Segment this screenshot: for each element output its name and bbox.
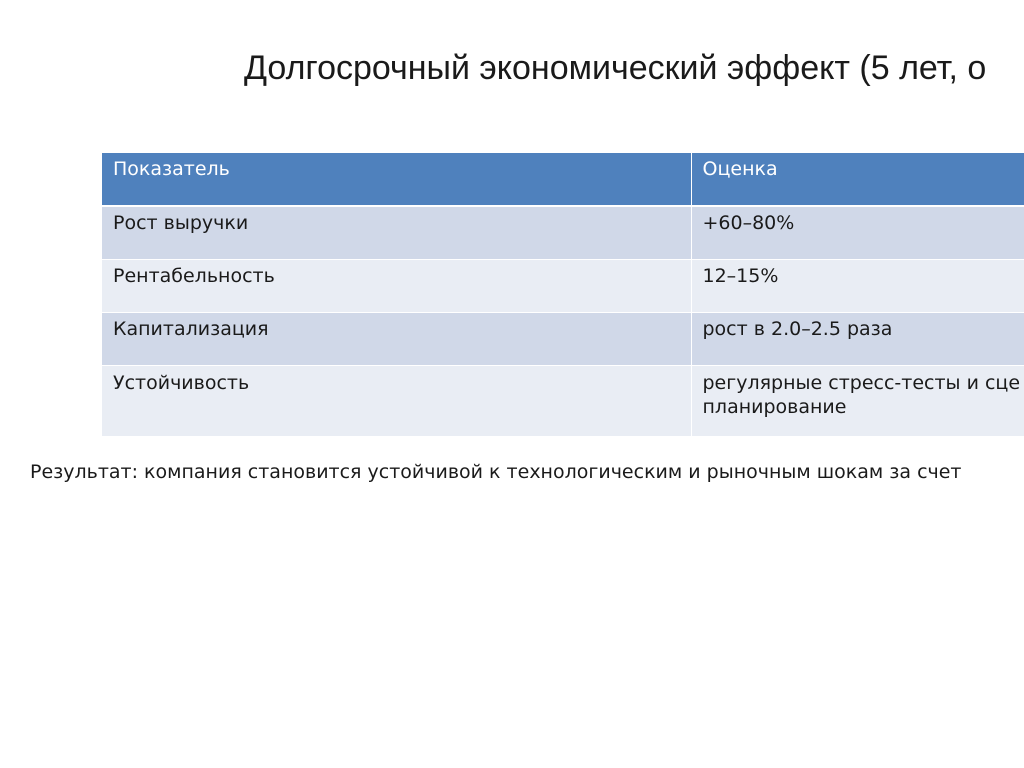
table-row [102, 366, 1024, 437]
table-row [102, 260, 1024, 313]
row-indicator: Рентабельность [102, 260, 691, 313]
header-estimate: Оценка [691, 153, 1024, 206]
result-summary: Результат: компания становится устойчивой к технологическим и рыночным шокам за счет [30, 461, 962, 483]
metrics-table [102, 153, 1024, 437]
table-row [102, 206, 1024, 260]
row-estimate: 12–15% [691, 260, 1024, 313]
row-indicator: Устойчивость [102, 366, 691, 437]
row-estimate: рост в 2.0–2.5 раза [691, 313, 1024, 366]
row-indicator: Рост выручки [102, 206, 691, 260]
header-indicator: Показатель [102, 153, 691, 206]
table-header-row [102, 153, 1024, 206]
slide-title: Долгосрочный экономический эффект (5 лет, о [244, 49, 987, 87]
row-estimate: +60–80% [691, 206, 1024, 260]
table-row [102, 313, 1024, 366]
row-indicator: Капитализация [102, 313, 691, 366]
row-estimate: регулярные стресс-тесты и сце планирование [691, 366, 1024, 437]
